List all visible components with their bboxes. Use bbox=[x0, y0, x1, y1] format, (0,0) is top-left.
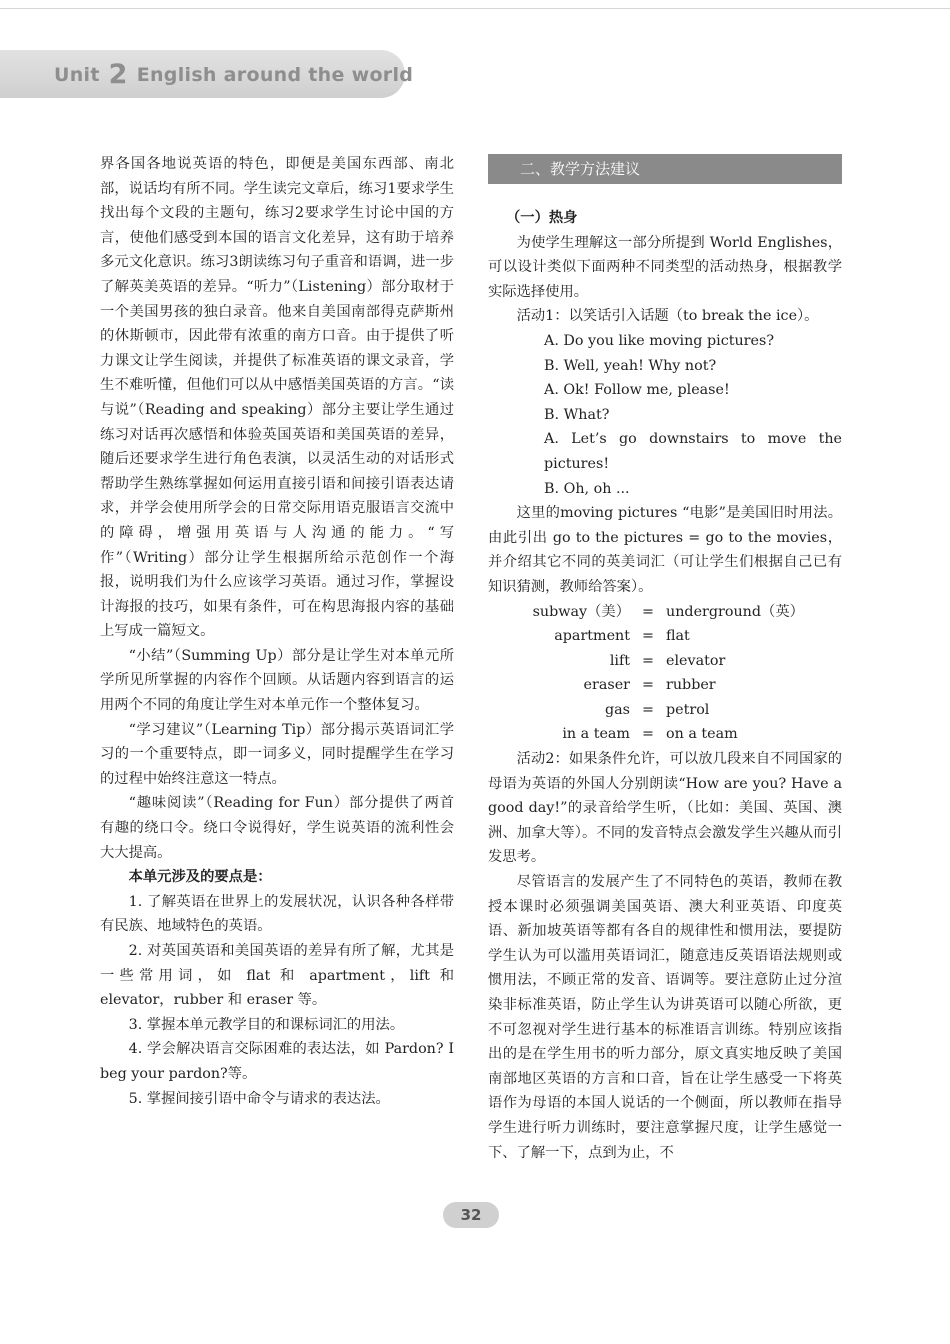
unit-title bbox=[54, 58, 413, 92]
vocab-right: on a team bbox=[666, 726, 738, 743]
vocab-equals: = bbox=[642, 628, 654, 645]
vocab-equals: = bbox=[642, 652, 654, 669]
vocab-row bbox=[488, 649, 842, 674]
dialogue-line: A. Do you like moving pictures? bbox=[544, 332, 774, 349]
vocab-left: subway（美） bbox=[532, 603, 630, 620]
unit-title-text: English around the world bbox=[136, 64, 414, 86]
top-rule bbox=[0, 8, 950, 9]
vocab-equals: = bbox=[642, 677, 654, 694]
vocab-equals: = bbox=[642, 726, 654, 743]
vocab-row bbox=[488, 698, 842, 723]
warmup-heading: （一）热身 bbox=[506, 210, 578, 226]
dialogue-note: 这里的moving pictures “电影”是美国旧时用法。由此引出 go to the pictures = go to the movies，并介绍其它不同的英美词汇（可让学生们根据自己已有知识猜测，教师给答案）。 bbox=[488, 505, 842, 595]
vocab-equals: = bbox=[642, 603, 654, 620]
vocab-left: lift bbox=[609, 652, 630, 669]
key-point-item: 5. 掌握间接引语中命令与请求的表达法。 bbox=[128, 1090, 390, 1107]
paragraph-continued: 界各国各地说英语的特色，即便是美国东西部、南北部，说话均有所不同。学生读完文章后，练习1要求学生找出每个文段的主题句，练习2要求学生讨论中国的方言，使他们感受到本国的语言文化差异，这有助于培养多元文化意识。练习3朗读练习句子重音和语调，进一步了解英美英语的差异。“听力”（Listening）部分取材于一个美国男孩的独白录音。他来自美国南部得克萨斯州的休斯顿市，因此带有浓重的南方口音。由于提供了听力课文让学生阅读，并提供了标准英语的课文录音，学生不难听懂，但他们可以从中感悟美国英语的方言。“读与说”（Reading and speaking）部分主要让学生通过练习对话再次感悟和体验英国英语和美国英语的差异，随后还要求学生进行角色表演，以灵活生动的对话形式帮助学生熟练掌握如何运用直接引语和间接引语表达请求，并学会使用所学会的日常交际用语克服语言交流中的障碍，增强用英语与人沟通的能力。“写作”（Writing）部分让学生根据所给示范创作一个海报，说明我们为什么应该学习英语。通过习作，掌握设计海报的技巧，如果有条件，可在构思海报内容的基础上写成一篇短文。 bbox=[100, 156, 454, 640]
vocab-right: petrol bbox=[666, 701, 710, 718]
key-point-item: 2. 对英国英语和美国英语的差异有所了解，尤其是一些常用词，如 flat 和 apartment，lift 和 elevator，rubber 和 eraser 等。 bbox=[100, 943, 454, 1009]
vocab-left: in a team bbox=[562, 726, 630, 743]
page-number: 32 bbox=[443, 1202, 499, 1228]
vocab-left: gas bbox=[604, 701, 630, 718]
key-point-item: 4. 学会解决语言交际困难的表达法，如 Pardon? I beg your pardon?等。 bbox=[100, 1041, 454, 1082]
vocab-right: underground（英） bbox=[666, 603, 804, 620]
section-title-bar: 二、教学方法建议 bbox=[488, 154, 842, 184]
right-column bbox=[488, 152, 842, 1165]
vocab-row bbox=[488, 624, 842, 649]
paragraph-learning-tip: “学习建议”（Learning Tip）部分揭示英语词汇学习的一个重要特点，即一词多义，同时提醒学生在学习的过程中始终注意这一特点。 bbox=[100, 721, 454, 787]
activity2: 活动2：如果条件允许，可以放几段来自不同国家的母语为英语的外国人分别朗读“How are you? Have a good day!”的录音给学生听，（比如：美国、英国、澳洲、加拿大等）。不同的发音特点会激发学生兴趣从而引发思考。 bbox=[488, 751, 842, 866]
paragraph-reading-for-fun: “趣味阅读”（Reading for Fun）部分提供了两首有趣的绕口令。绕口令说得好，学生说英语的流利性会大大提高。 bbox=[100, 795, 454, 861]
paragraph-summing-up: “小结”（Summing Up）部分是让学生对本单元所学所见所掌握的内容作个回顾。从话题内容到语言的运用两个不同的角度让学生对本单元作一个整体复习。 bbox=[100, 647, 454, 714]
unit-prefix: Unit bbox=[54, 64, 100, 86]
key-point-item: 1. 了解英语在世界上的发展状况，认识各种各样带有民族、地域特色的英语。 bbox=[100, 893, 454, 935]
vocab-left: eraser bbox=[583, 677, 630, 694]
warmup-intro: 为使学生理解这一部分所提到 World Englishes，可以设计类似下面两种不同类型的活动热身，根据教学实际选择使用。 bbox=[488, 234, 842, 300]
key-points-heading: 本单元涉及的要点是： bbox=[128, 869, 272, 886]
vocab-left: apartment bbox=[554, 628, 630, 645]
dialogue-line: B. Well, yeah! Why not? bbox=[544, 357, 717, 374]
vocab-right: rubber bbox=[666, 677, 716, 694]
vocab-equals: = bbox=[642, 701, 654, 718]
activity1-intro: 活动1：以笑话引入话题（to break the ice）。 bbox=[516, 308, 819, 325]
dialogue-line: B. Oh, oh ... bbox=[544, 480, 630, 497]
vocab-row bbox=[488, 722, 842, 747]
dialogue-line: A. Let’s go downstairs to move the pictures! bbox=[544, 431, 842, 472]
dialogue-line: B. What? bbox=[544, 406, 610, 423]
vocab-table bbox=[488, 600, 842, 748]
left-column bbox=[100, 152, 454, 1111]
unit-number: 2 bbox=[108, 59, 128, 90]
dialogue-line: A. Ok! Follow me, please! bbox=[544, 382, 730, 399]
vocab-right: elevator bbox=[666, 652, 726, 669]
closing-paragraph: 尽管语言的发展产生了不同特色的英语，教师在教授本课时必须强调美国英语、澳大利亚英语、印度英语、新加坡英语等都有各自的规律性和惯用法，要提防学生认为可以滥用英语词汇，随意违反英语语法规则或惯用法，不顾正常的发音、语调等。要注意防止过分渲染非标准英语，防止学生认为讲英语可以随心所欲，更不可忽视对学生进行基本的标准语言训练。特别应该指出的是在学生用书的听力部分，原文真实地反映了美国南部地区英语的方言和口音，旨在让学生感受一下将英语作为母语的本国人说话的一个侧面，所以教师在指导学生进行听力训练时，要注意掌握尺度，让学生感觉一下、了解一下，点到为止，不 bbox=[488, 874, 842, 1161]
vocab-right: flat bbox=[666, 628, 690, 645]
vocab-row bbox=[488, 600, 842, 625]
key-point-item: 3. 掌握本单元教学目的和课标词汇的用法。 bbox=[128, 1016, 405, 1033]
vocab-row bbox=[488, 673, 842, 698]
